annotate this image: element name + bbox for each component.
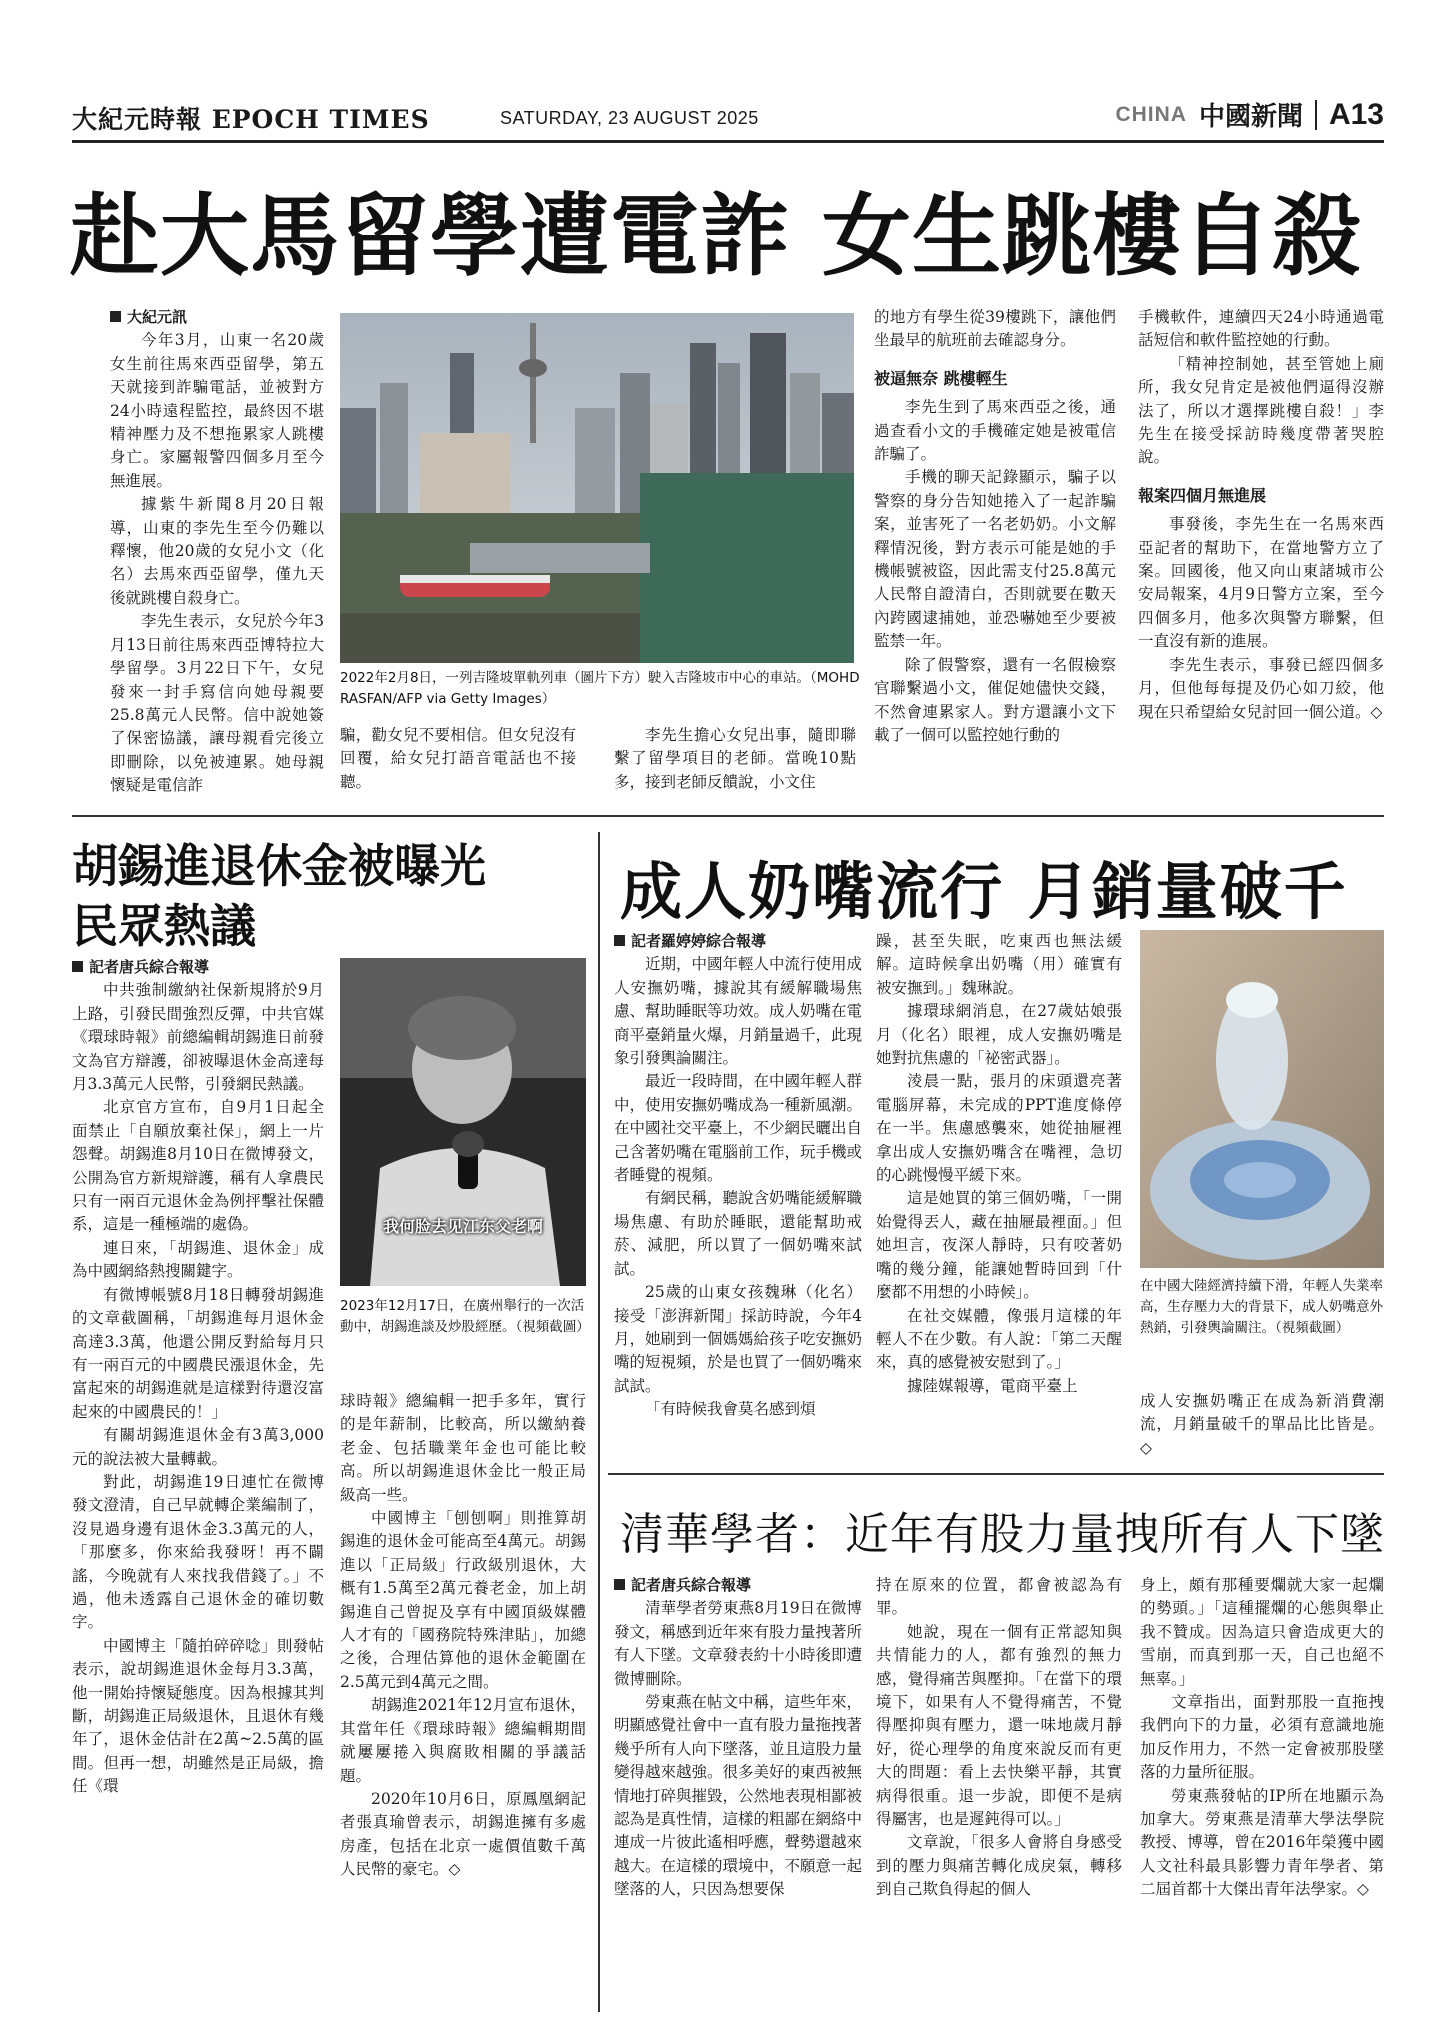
article1-col1 <box>110 306 324 798</box>
paragraph: 球時報》總編輯一把手多年，實行的是年薪制，比較高，所以繳納養老金、包括職業年金也可能比較高。所以胡錫進退休金比一般正局級高一些。 <box>340 1392 586 1504</box>
byline-square-icon <box>110 311 121 322</box>
paragraph: 胡錫進2021年12月宣布退休，其當年任《環球時報》總編輯期間就屢屢捲入與腐敗相關的爭議話題。 <box>340 1696 586 1785</box>
paragraph: 有關胡錫進退休金有3萬3,000元的說法被大量轉載。 <box>72 1426 324 1468</box>
paragraph: 躁，甚至失眠，吃東西也無法緩解。這時候拿出奶嘴（用）確實有被安撫到。」魏琳說。 <box>876 932 1122 997</box>
paragraph: 近期，中國年輕人中流行使用成人安撫奶嘴，據說其有緩解職場焦慮、幫助睡眠等功效。成人奶嘴在電商平臺銷量火爆，月銷量過千，此現象引發輿論關注。 <box>614 955 863 1068</box>
article2-byline-row <box>72 956 324 979</box>
masthead <box>72 96 1384 136</box>
article4-byline: 記者唐兵綜合報導 <box>631 1576 752 1594</box>
article4-col3 <box>1140 1574 1384 1902</box>
masthead-rule <box>72 140 1384 143</box>
article1-col3 <box>614 724 856 794</box>
article3-byline: 記者羅婷婷綜合報導 <box>631 932 767 950</box>
section-en: CHINA <box>1115 102 1187 126</box>
paragraph: 騙，勸女兒不要相信。但女兒沒有回覆，給女兒打語音電話也不接聽。 <box>340 726 576 791</box>
paragraph: 「精神控制她，甚至管她上廁所，我女兒肯定是被他們逼得沒辦法了，所以才選擇跳樓自殺！」李先生在接受採訪時幾度帶著哭腔說。 <box>1138 354 1384 467</box>
paragraph: 持在原來的位置，都會被認為有罪。 <box>876 1576 1122 1618</box>
article4-col2 <box>876 1574 1122 1902</box>
article4-col1 <box>614 1574 862 1902</box>
paragraph: 這是她買的第三個奶嘴，「一開始覺得丟人，藏在抽屜最裡面。」但她坦言，夜深人靜時，只有咬著奶嘴的幾分鐘，能讓她暫時回到「什麼都不用想的小時候」。 <box>876 1189 1122 1302</box>
article1-subhead-2: 報案四個月無進展 <box>1138 485 1267 505</box>
article1-photo <box>340 313 854 663</box>
article2-byline: 記者唐兵綜合報導 <box>89 958 210 976</box>
paragraph: 中共強制繳納社保新規將於9月上路，引發民間強烈反彈，中共官媒《環球時報》前總編輯胡錫進日前發文為官方辯護，卻被曝退休金高達每月3.3萬元人民幣，引發網民熱議。 <box>72 981 324 1094</box>
article4-byline-row <box>614 1574 862 1597</box>
paragraph: 今年3月，山東一名20歲女生前往馬來西亞留學，第五天就接到詐騙電話，並被對方24小時遠程監控，最終因不堪精神壓力及不想拖累家人跳樓身亡。家屬報警四個多月至今無進展。 <box>110 331 324 490</box>
paragraph: 手機軟件，連續四天24小時通過電話短信和軟件監控她的行動。 <box>1138 308 1384 350</box>
paragraph: 有網民稱，聽說含奶嘴能緩解職場焦慮、有助於睡眠，還能幫助戒菸、減肥，所以買了一個奶嘴來試試。 <box>614 1189 863 1278</box>
byline-square-icon <box>614 935 625 946</box>
paragraph: 身上，頗有那種要爛就大家一起爛的勢頭。」「這種擺爛的心態與舉止我不贊成。因為這只會造成更大的雪崩，而真到那一天，自己也絕不無辜。」 <box>1140 1576 1384 1688</box>
article3-col3 <box>1140 1390 1384 1460</box>
paragraph: 在社交媒體，像張月這樣的年輕人不在少數。有人說：「第二天醒來，真的感覺被安慰到了。」 <box>876 1306 1122 1372</box>
photo-overlay-subtitle: 我何脸去见江东父老啊 <box>382 1217 543 1236</box>
kuala-lumpur-skyline-image <box>340 313 854 663</box>
paragraph: 文章指出，面對那股一直拖拽我們向下的力量，必須有意識地施加反作用力，不然一定會被那股墜落的力量所征服。 <box>1140 1693 1384 1782</box>
paragraph: 清華學者勞東燕8月19日在微博發文，稱感到近年來有股力量拽著所有人下墜。文章發表約十小時後即遭微博刪除。 <box>614 1599 863 1688</box>
paragraph: 李先生到了馬來西亞之後，通過查看小文的手機確定她是被電信詐騙了。 <box>874 398 1116 464</box>
paragraph: 中國博主「隨拍碎碎唸」則發帖表示，說胡錫進退休金每月3.3萬，他一開始持懷疑態度。因為根據其判斷，胡錫進正局級退休，且退休有幾年了，退休金估計在2萬~2.5萬的區間。但再一想，胡雖然是正局級，擔任《環 <box>72 1636 324 1796</box>
paragraph: 據紫牛新聞8月20日報導，山東的李先生至今仍難以釋懷，他20歲的女兒小文（化名）去馬來西亞留學，僅九天後就跳樓自殺身亡。 <box>110 495 324 607</box>
paragraph: 手機的聊天記錄顯示，騙子以警察的身分告知她捲入了一起詐騙案，並害死了一名老奶奶。小文解釋情況後，對方表示可能是她的手機帳號被盜，因此需支付25.8萬元人民幣自證清白，否則就要在數天內跨國逮捕她，並恐嚇她至少要被監禁一年。 <box>874 468 1116 651</box>
section-divider <box>1315 100 1317 130</box>
paragraph: 據陸媒報導，電商平臺上 <box>907 1376 1078 1395</box>
paragraph: 文章說，「很多人會將自身感受到的壓力與痛苦轉化成戾氣，轉移到自己欺負得起的個人 <box>876 1833 1122 1899</box>
paragraph: 成人安撫奶嘴正在成為新消費潮流，月銷量破千的單品比比皆是。◇ <box>1140 1392 1384 1457</box>
article3-photo <box>1140 930 1384 1268</box>
paragraph: 的地方有學生從39樓跳下，讓他們坐最早的航班前去確認身分。 <box>874 308 1116 350</box>
paragraph: 據環球網消息，在27歲姑娘張月（化名）眼裡，成人安撫奶嘴是她對抗焦慮的「祕密武器」。 <box>876 1002 1122 1068</box>
paragraph: 李先生表示，女兒於今年3月13日前往馬來西亞博特拉大學留學。3月22日下午，女兒發來一封手寫信向她母親要25.8萬元人民幣。信中說她簽了保密協議，讓母親看完後立即刪除，以免被連累。她母親懷疑是電信詐 <box>110 612 324 795</box>
paragraph: 淩晨一點，張月的床頭還亮著電腦屏幕，未完成的PPT進度條停在一半。焦慮感襲來，她從抽屜裡拿出成人安撫奶嘴含在嘴裡，急切的心跳慢慢平緩下來。 <box>876 1072 1122 1185</box>
article3-photo-caption: 在中國大陸經濟持續下滑，年輕人失業率高，生存壓力大的背景下，成人奶嘴意外熱銷，引發輿論關注。（視頻截圖） <box>1140 1278 1383 1336</box>
paragraph: 北京官方宣布，自9月1日起全面禁止「自願放棄社保」，網上一片怨聲。胡錫進8月10日在微博發文，公開為官方新規辯護，稱有人拿農民只有一兩百元退休金為例抨擊社保體系，這是一種極端的處偽。 <box>72 1098 324 1234</box>
article3-col1 <box>614 930 862 1422</box>
article2-headline <box>72 836 486 956</box>
column-divider <box>598 832 600 2012</box>
masthead-section <box>1115 96 1384 133</box>
article1-subhead-1: 被逼無奈 跳樓輕生 <box>874 368 1008 388</box>
article1-col4 <box>874 306 1116 747</box>
paragraph: 事發後，李先生在一名馬來西亞記者的幫助下，在當地警方立了案。回國後，他又向山東諸城市公安局報案，4月9日警方立案，至今四個多月，他多次與警方聯繫，但一直沒有新的進展。 <box>1138 515 1384 651</box>
article2-headline-line1: 胡錫進退休金被曝光 <box>72 839 486 893</box>
paragraph: 勞東燕在帖文中稱，這些年來，明顯感覺社會中一直有股力量拖拽著幾乎所有人向下墜落，並且這股力量變得越來越強。很多美好的東西被無情地打碎與摧毀，公然地表現相鄙被認為是真性情，這樣的粗鄙在網絡中連成一片彼此遙相呼應，聲勢還越來越大。在這樣的環境中，不願意一起墜落的人，只因為想要保 <box>614 1693 863 1899</box>
article4-headline: 清華學者：近年有股力量拽所有人下墜 <box>620 1509 1385 1560</box>
paragraph: 2020年10月6日，原鳳凰網記者張真瑜曾表示，胡錫進擁有多處房產，包括在北京一處價值數千萬人民幣的豪宅。◇ <box>340 1789 586 1879</box>
byline-square-icon <box>614 1579 625 1590</box>
paragraph: 李先生表示，事發已經四個多月，但他每每提及仍心如刀絞，他現在只希望給女兒討回一個公道。◇ <box>1138 655 1384 721</box>
article3-col2 <box>876 930 1122 1398</box>
article1-photo-caption: 2022年2月8日，一列吉隆坡單軌列車（圖片下方）駛入吉隆坡市中心的車站。（MOHD RASFAN/AFP via Getty Images） <box>340 670 860 707</box>
paragraph: 除了假警察，還有一名假檢察官聯繫過小文，催促她儘快交錢，不然會連累家人。對方還讓小文下載了一個可以監控她行動的 <box>874 655 1116 744</box>
paragraph: 「有時候我會莫名感到煩 <box>645 1400 816 1419</box>
article2-col1 <box>72 956 324 1799</box>
paragraph: 連日來，「胡錫進、退休金」成為中國網絡熱搜關鍵字。 <box>72 1238 324 1281</box>
paragraph: 對此，胡錫進19日連忙在微博發文澄清，自己早就轉企業編制了，沒見過身邊有退休金3.3萬元的人，「那麼多，你來給我發呀！再不闢謠，今晚就有人來找我借錢了。」不過，他未透露自己退休金的確切數字。 <box>72 1472 324 1632</box>
article1-byline: 大紀元訊 <box>127 308 188 326</box>
paragraph: 她說，現在一個有正常認知與共情能力的人，都有強烈的無力感，覺得痛苦與壓抑。「在當下的環境下，如果有人不覺得痛苦，不覺得壓抑與有壓力，還一味地歲月靜好，從心理學的角度來說反而有更大的問題：看上去快樂平靜，其實病得很重。退一步說，即便不是病得屬害，也是遲鈍得可以。」 <box>876 1622 1122 1829</box>
article3-byline-row <box>614 930 862 953</box>
paragraph: 李先生擔心女兒出事，隨即聯繫了留學項目的老師。當晚10點多，接到老師反饋說，小文住 <box>614 726 856 791</box>
article2-photo <box>340 958 586 1286</box>
article1-byline-row <box>110 306 324 329</box>
article1-col5 <box>1138 306 1384 724</box>
article1-col2 <box>340 724 576 794</box>
paragraph: 最近一段時間，在中國年輕人群中，使用安撫奶嘴成為一種新風潮。在中國社交平臺上，不少網民曬出自己含著奶嘴在電腦前工作，玩手機或者睡覺的視頻。 <box>614 1072 863 1185</box>
section-rule <box>72 815 1384 817</box>
masthead-date: SATURDAY, 23 AUGUST 2025 <box>500 108 759 128</box>
article2-col2 <box>340 1390 586 1882</box>
masthead-logo: 大紀元時報 EPOCH TIMES <box>72 105 430 134</box>
article2-headline-line2: 民眾熱議 <box>72 899 256 953</box>
paragraph: 有微博帳號8月18日轉發胡錫進的文章截圖稱，「胡錫進每月退休金高達3.3萬，他還公開反對給每月只有一兩百元的中國農民漲退休金，先富起來的胡錫進就是這樣對待還沒富起來的中國農民的！」 <box>72 1285 324 1421</box>
pacifier-image <box>1140 930 1384 1268</box>
paragraph: 勞東燕發帖的IP所在地顯示為加拿大。勞東燕是清華大學法學院教授、博導，曾在2016年榮獲中國人文社科最具影響力青年學者、第二屆首都十大傑出青年法學家。◇ <box>1140 1786 1384 1899</box>
article2-photo-caption: 2023年12月17日，在廣州舉行的一次活動中，胡錫進談及炒股經歷。（視頻截圖） <box>340 1298 590 1335</box>
section-rule <box>608 1473 1384 1475</box>
section-zh: 中國新聞 <box>1198 102 1303 132</box>
paragraph: 25歲的山東女孩魏琳（化名）接受「澎湃新聞」採訪時說，今年4月，她刷到一個媽媽給孩子吃安撫奶嘴的短視頻，於是也買了一個奶嘴來試試。 <box>614 1283 863 1395</box>
article1-headline: 赴大馬留學遭電詐 女生跳樓自殺 <box>70 183 1362 288</box>
article3-headline: 成人奶嘴流行 月銷量破千 <box>620 855 1348 928</box>
page-number: A13 <box>1328 97 1384 131</box>
paragraph: 中國博主「刨刨啊」則推算胡錫進的退休金可能高至4萬元。胡錫進以「正局級」行政級別退休，大概有1.5萬至2萬元養老金，加上胡錫進自己曾捉及享有中國頂級媒體人才有的「國務院特殊津貼」，加總之後，合理估算他的退休金範圍在2.5萬元到4萬元之間。 <box>340 1509 586 1691</box>
byline-square-icon <box>72 961 83 972</box>
